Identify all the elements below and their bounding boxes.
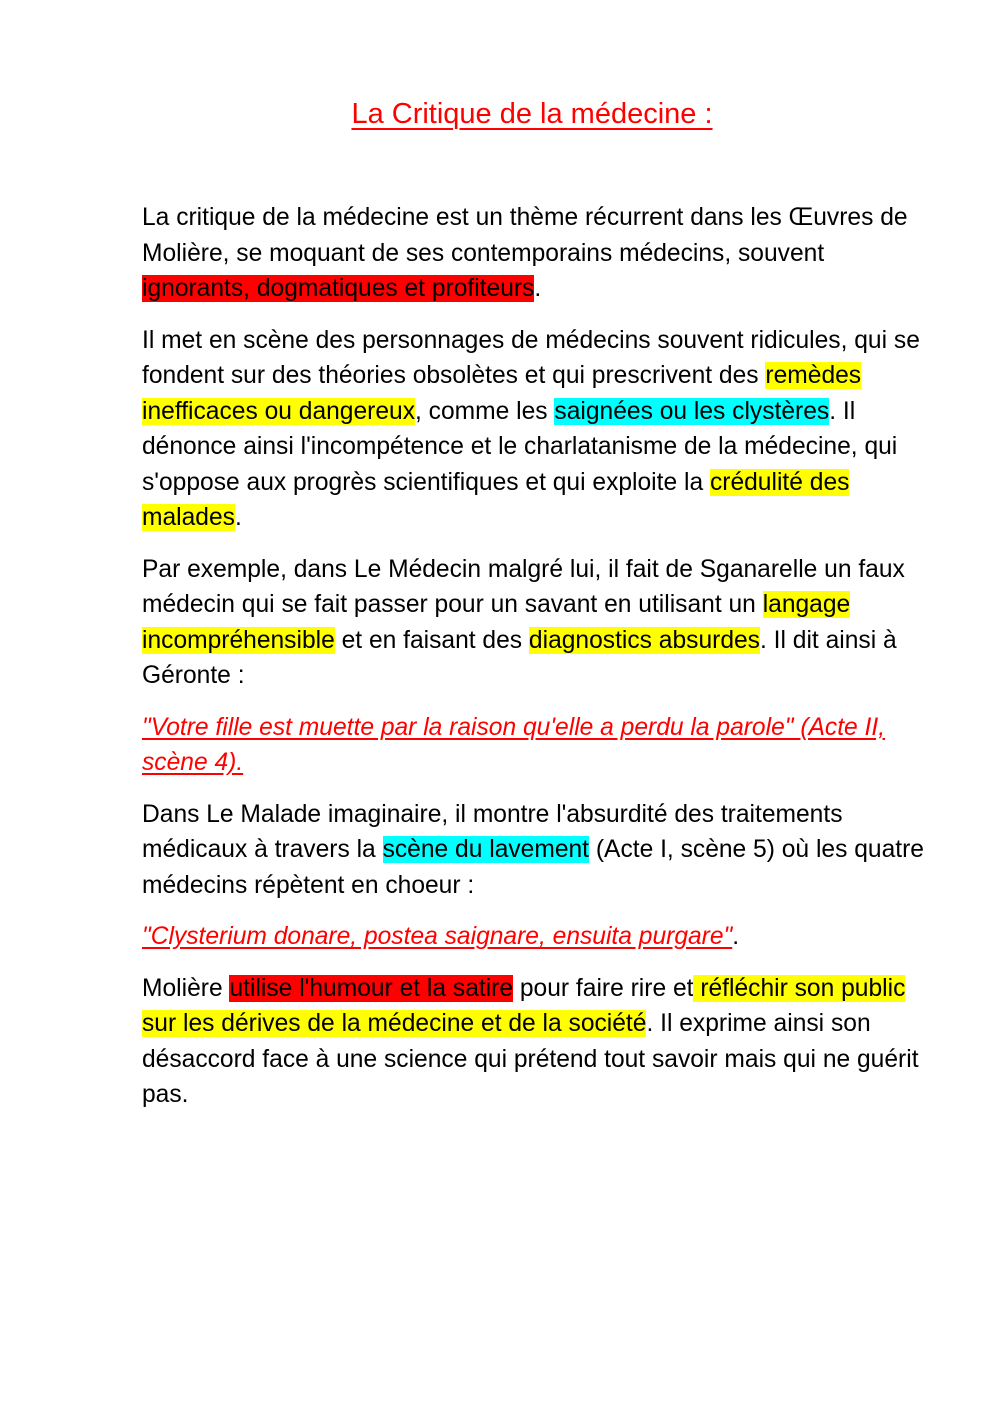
highlight-red: utilise l'humour et la satire <box>229 974 514 1002</box>
text-run: Molière <box>142 974 230 1002</box>
highlight-cyan: scène du lavement <box>382 836 590 863</box>
highlight-yellow: crédulité des malades <box>142 468 850 531</box>
highlight-cyan: saignées ou les clystères <box>554 397 830 425</box>
text-run: Dans Le Malade imaginaire, il montre l'absurdité des traitements médicaux à travers la <box>142 800 843 863</box>
quote-medecin <box>142 710 932 781</box>
quote-text: "Clysterium donare, postea saignare, ensuita purgare" <box>142 923 733 950</box>
highlight-yellow: langage incompréhensible <box>142 591 851 654</box>
text-run: pour faire rire et <box>513 974 694 1002</box>
document-title: La Critique de la médecine : <box>351 98 713 130</box>
text-run: Par exemple, dans Le Médecin malgré lui, il fait de Sganarelle un faux médecin qui se fait passer pour un savant en utilisant un <box>142 555 905 618</box>
document-body <box>142 200 932 1129</box>
quote-text: "Votre fille est muette par la raison qu'elle a perdu la parole" (Acte II, scène 4). <box>142 713 886 776</box>
highlight-yellow: réfléchir son public sur les dérives de la médecine et de la société <box>142 974 906 1037</box>
text-run: . Il exprime ainsi son désaccord face à une science qui prétend tout savoir mais qui ne guérit pas. <box>142 1010 919 1108</box>
text-run: et en faisant des <box>334 626 529 654</box>
text-run: . <box>534 275 542 302</box>
paragraph-characters <box>142 323 932 536</box>
highlight-yellow: remèdes inefficaces ou dangereux <box>142 362 862 425</box>
text-run: . <box>732 923 740 950</box>
text-run: , comme les <box>415 397 555 425</box>
paragraph-intro <box>142 200 932 307</box>
paragraph-example-medecin <box>142 552 932 694</box>
text-run: Il met en scène des personnages de médecins souvent ridicules, qui se fondent sur des théories obsolètes et qui prescrivent des <box>142 326 920 389</box>
text-run: La critique de la médecine est un thème récurrent dans les Œuvres de Molière, se moquant de ses contemporains médecins, souvent <box>142 204 908 267</box>
text-run: (Acte I, scène 5) où les quatre médecins répètent en choeur : <box>142 836 924 899</box>
paragraph-malade-imaginaire <box>142 797 932 904</box>
text-run: . <box>234 504 242 531</box>
highlight-yellow: diagnostics absurdes <box>528 626 760 654</box>
quote-malade <box>142 919 932 955</box>
highlight-red: ignorants, dogmatiques et profiteurs <box>142 275 535 302</box>
paragraph-conclusion <box>142 971 932 1113</box>
text-run: . Il dénonce ainsi l'incompétence et le charlatanisme de la médecine, qui s'oppose aux progrès scientifiques et qui exploite la <box>142 397 898 496</box>
text-run: . Il dit ainsi à Géronte : <box>142 626 897 689</box>
